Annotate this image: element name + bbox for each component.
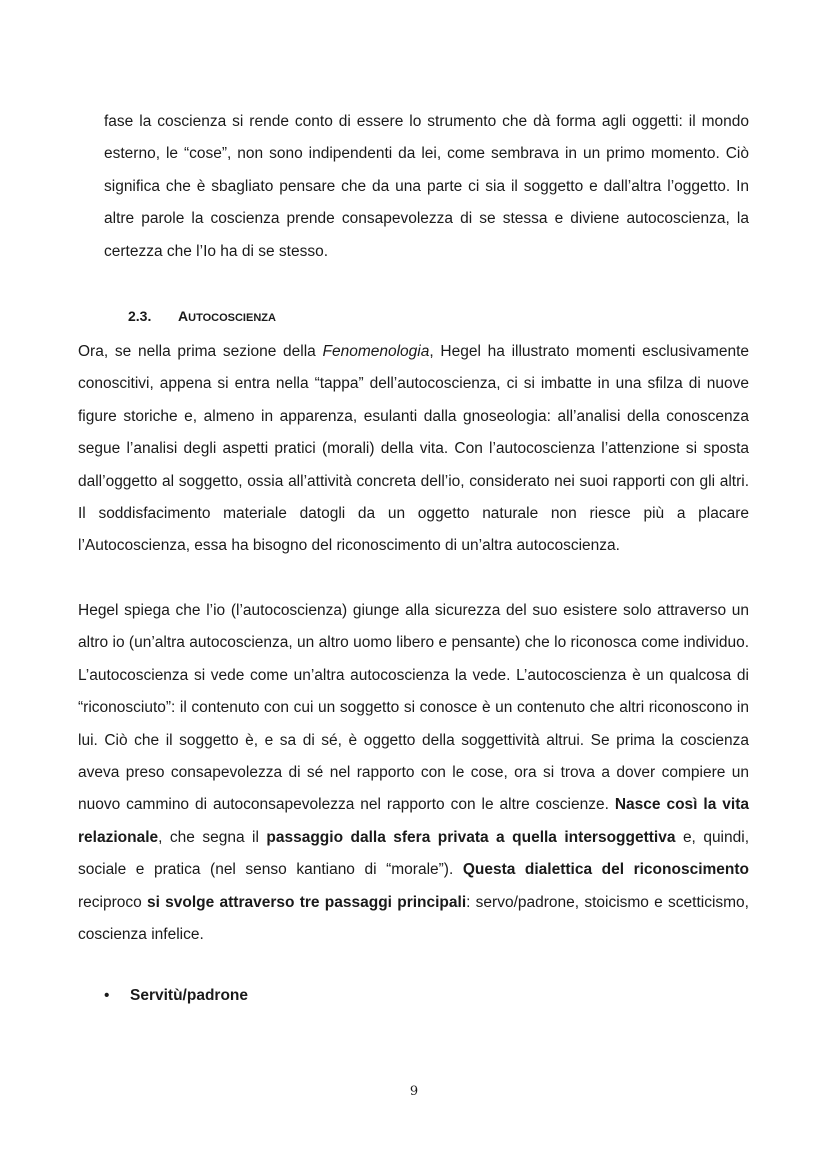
- page-number: 9: [409, 1084, 419, 1099]
- paragraph-autocoscienza: [78, 336, 749, 563]
- paragraph-riconoscimento-text: Hegel spiega che l’io (l’autocoscienza) giunge alla sicurezza del suo esistere solo attraverso un altro io (un’altra autocoscienza, un altro uomo libero e pensante) che lo riconosca come individuo. L’autocoscienza si vede come un’altra autocoscienza la vede. L’autocoscienza è un qualcosa di “riconosciuto”: il contenuto con cui un soggetto si conosce è un contenuto che altri riconoscono in lui. Ciò che il soggetto è, e sa di sé, è oggetto della soggettività altrui. Se prima la coscienza aveva preso consapevolezza di sé nel rapporto con le cose, ora si trova a dover compiere un nuovo cammino di autoconsapevolezza nel rapporto con le altre coscienze. Nasce così la vita relazionale, che segna il passaggio dalla sfera privata a quella intersoggettiva e, quindi, sociale e pratica (nel senso kantiano di “morale”). Questa dialettica del riconoscimento reciproco si svolge attraverso tre passaggi principali: servo/padrone, stoicismo e scetticismo, coscienza infelice.: [78, 602, 749, 944]
- paragraph-intro: [104, 106, 749, 268]
- bullet-icon: •: [104, 987, 110, 1004]
- bullet-label: Servitù/padrone: [130, 987, 248, 1004]
- paragraph-intro-text: fase la coscienza si rende conto di essere lo strumento che dà forma agli oggetti: il mondo esterno, le “cose”, non sono indipendenti da lei, come sembrava in un primo momento. Ciò significa che è sbagliato pensare che da una parte ci sia il soggetto e dall’altra l’oggetto. In altre parole la coscienza prende consapevolezza di se stessa e diviene autocoscienza, la certezza che l’Io ha di se stesso.: [104, 113, 749, 260]
- section-number: 2.3.: [128, 308, 152, 324]
- paragraph-autocoscienza-text: Ora, se nella prima sezione della Fenomenologia, Hegel ha illustrato momenti esclusivamente conoscitivi, appena si entra nella “tappa” dell’autocoscienza, ci si imbatte in una sfilza di nuove figure storiche e, almeno in apparenza, esulanti dalla gnoseologia: all’analisi della conoscenza segue l’analisi degli aspetti pratici (morali) della vita. Con l’autocoscienza l’attenzione si sposta dall’oggetto al soggetto, ossia all’attività concreta dell’io, considerato nei suoi rapporti con gli altri. Il soddisfacimento materiale datogli da un oggetto naturale non riesce più a placare l’Autocoscienza, essa ha bisogno del riconoscimento di un’altra autocoscienza.: [78, 343, 749, 555]
- paragraph-riconoscimento: [78, 595, 749, 951]
- italic-title: Fenomenologia: [322, 343, 430, 360]
- bullet-item: [104, 987, 248, 1005]
- section-title: AUTOCOSCIENZA: [178, 308, 276, 324]
- section-heading: [128, 308, 276, 324]
